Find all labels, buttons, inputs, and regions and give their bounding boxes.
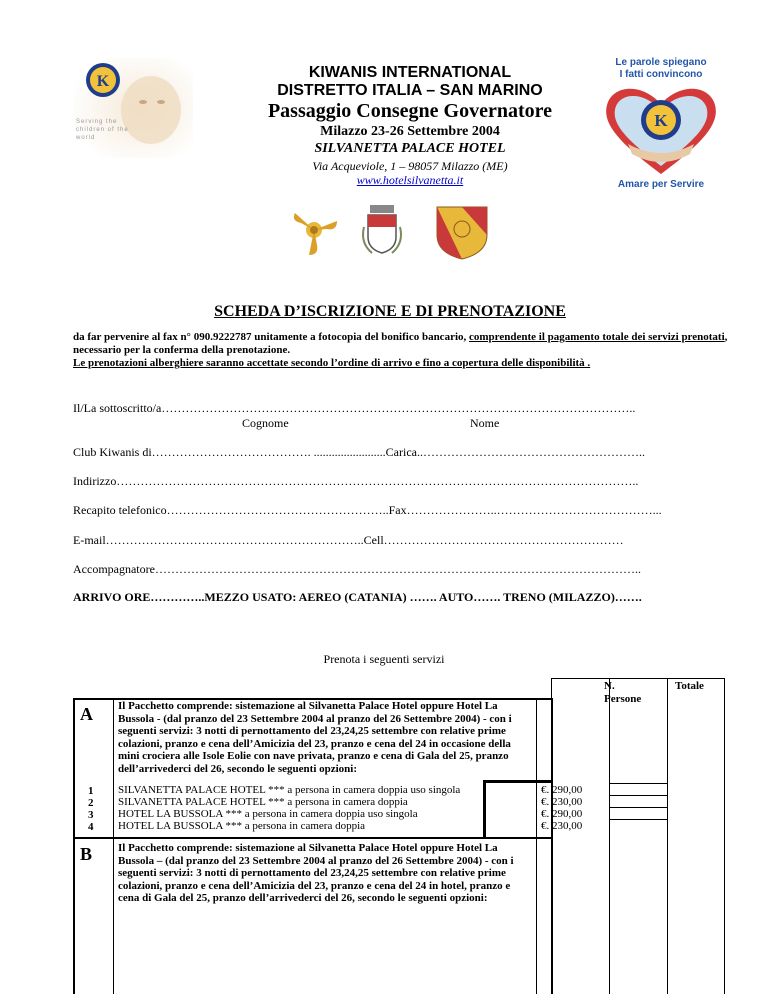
option-num-1: 1 (88, 785, 94, 797)
slogan-top: Le parole spiegano I fatti convincono (615, 57, 707, 80)
hotel-name: SILVANETTA PALACE HOTEL (314, 141, 506, 156)
org-name: KIWANIS INTERNATIONAL (308, 64, 512, 81)
package-a-description: Il Pacchetto comprende: sistemazione al Silvanetta Palace Hotel oppure Hotel La Bussola - (dal pranzo del 23 Settembre 2004 al pranzo del 26 Settembre 2004) - con i seguenti servizi: 3 notti di pernottamento del 23,24,25 settembre con relative prime colazioni, pranzo e cena dell’Amicizia del 23, pranzo e cena del 24 in occasione della mini crociera alle Isole Eolie con nave privata, pranzo e cena di Gala del 25, pranzo dell’arrivederci del 26, secondo le seguenti opzioni: (118, 700, 512, 775)
col-header-totale: Totale (675, 680, 704, 692)
option-price-3: €. 290,00 (541, 808, 583, 820)
field-telefono[interactable]: Recapito telefonico………………………………………………..Fax…………………..…………………………………... (73, 503, 662, 517)
intro-part-b: comprendente il pagamento totale dei servizi prenotati (469, 331, 725, 343)
intro-part-d: Le prenotazioni alberghiere saranno accettate secondo l’ordine di arrivo e fino a copertura delle disponibilità . (73, 357, 591, 369)
field-accompagnatore[interactable]: Accompagnatore………………………………………………………………………………………………………….. (73, 562, 641, 576)
option-label-3[interactable]: HOTEL LA BUSSOLA *** a persona in camera doppia uso singola (118, 808, 418, 820)
sicily-coat-of-arms (433, 203, 491, 261)
form-title: SCHEDA D’ISCRIZIONE E DI PRENOTAZIONE (214, 303, 566, 320)
field-indirizzo[interactable]: Indirizzo………………………………………………………………………………………………………………….. (73, 474, 639, 488)
svg-text:K: K (654, 111, 668, 130)
hotel-address: Via Acqueviole, 1 – 98057 Milazzo (ME) (312, 159, 508, 173)
heart-hands-logo (598, 82, 724, 178)
svg-text:K: K (96, 73, 110, 90)
label-cognome: Cognome (242, 416, 289, 430)
field-sottoscritto[interactable]: Il/La sottoscritto/a……………………………………………………………………………………………………….. (73, 401, 636, 415)
intro-part-a: da far pervenire al fax n° 090.9222787 unitamente a fotocopia del bonifico bancario, (73, 331, 470, 343)
option-price-1: €. 290,00 (541, 784, 583, 796)
option-num-2: 2 (88, 797, 94, 809)
logo-tagline: Serving the children of the world (76, 119, 129, 141)
hotel-website-link[interactable]: www.hotelsilvanetta.it (356, 173, 464, 187)
package-a-letter: A (80, 704, 93, 724)
package-b-description: Il Pacchetto comprende: sistemazione al Silvanetta Palace Hotel oppure Hotel La Bussola – (dal pranzo del 23 Settembre 2004 al pranzo del 26 Settembre 2004) - con i seguenti servizi: 3 notti di pernottamento del 23,24,25 settembre con relative prime colazioni, pranzo e cena dell’Amicizia del 23, pranzo e cena del 24 in hotel, pranzo e cena di Gala del 25, pranzo dell’arrivederci del 26, secondo le seguenti opzioni: (118, 842, 514, 905)
milazzo-coat-of-arms (358, 203, 406, 258)
trinacria-emblem (287, 203, 342, 258)
col-header-persone: N. Persone (604, 680, 642, 705)
field-club[interactable]: Club Kiwanis di…………………………………. ........................Carica..……………………………………………….. (73, 445, 645, 459)
field-email[interactable]: E-mail………………………………………………………..Cell…………………………………………………… (73, 533, 624, 547)
package-b-letter: B (80, 844, 93, 864)
option-price-4: €. 230,00 (541, 820, 583, 832)
prenota-heading: Prenota i seguenti servizi (323, 652, 445, 666)
option-num-3: 3 (88, 809, 94, 821)
form-intro (73, 331, 743, 370)
event-dates: Milazzo 23-26 Settembre 2004 (320, 124, 500, 139)
intro-part-c: , necessario per la conferma della prenotazione. (73, 331, 728, 356)
option-label-4[interactable]: HOTEL LA BUSSOLA *** a persona in camera doppia (118, 820, 366, 832)
kiwanis-children-logo (73, 58, 193, 158)
field-arrivo[interactable]: ARRIVO ORE…………..MEZZO USATO: AEREO (CATANIA) ……. AUTO……. TRENO (MILAZZO)……. (73, 590, 642, 604)
option-price-2: €. 230,00 (541, 796, 583, 808)
price-column-frame (536, 698, 537, 994)
slogan-bottom: Amare per Servire (617, 179, 705, 190)
label-nome: Nome (470, 416, 500, 430)
district-name: DISTRETTO ITALIA – SAN MARINO (277, 82, 543, 99)
option-label-1[interactable]: SILVANETTA PALACE HOTEL *** a persona in camera doppia uso singola (118, 784, 461, 796)
event-title: Passaggio Consegne Governatore (267, 100, 553, 122)
option-num-4: 4 (88, 821, 94, 833)
option-label-2[interactable]: SILVANETTA PALACE HOTEL *** a persona in camera doppia (118, 796, 408, 808)
